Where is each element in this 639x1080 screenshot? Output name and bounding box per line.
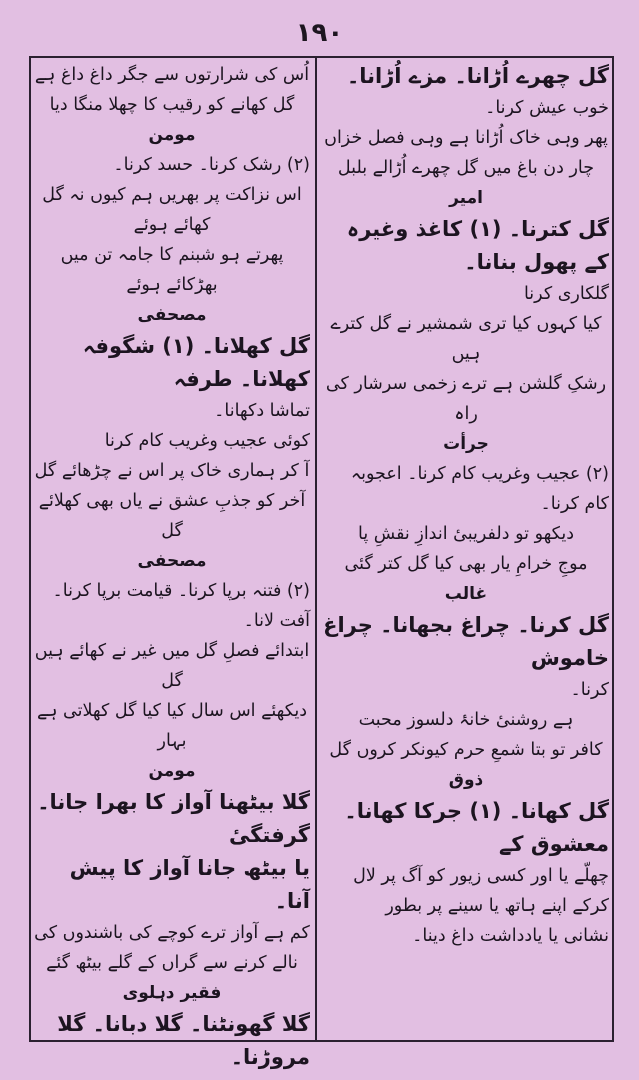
verse-line: آ کر ہماری خاک پر اس نے چڑھائے گل xyxy=(34,461,310,481)
column-divider xyxy=(315,56,317,1042)
verse-line: نالے کرنے سے گراں کے گلے بیٹھ گئے xyxy=(46,953,298,973)
definition-line: آفت لانا۔ xyxy=(243,611,310,631)
top-rule xyxy=(30,56,614,58)
page-number: ۱۹۰ xyxy=(295,18,344,48)
verse-line: کیا کہوں کیا تری شمشیر نے گل کترے ہیں xyxy=(330,314,602,364)
verse-line: رشکِ گلشن ہے ترے زخمی سرشار کی راہ xyxy=(325,374,607,424)
verse-line: کم ہے آواز ترے کوچے کی باشندوں کی xyxy=(34,923,310,943)
right-column xyxy=(323,60,609,1020)
verse-line: کافر تو بتا شمعِ حرم کیونکر کروں گل xyxy=(329,740,603,760)
definition-line: (۲) رشک کرنا۔ حسد کرنا۔ xyxy=(113,155,310,175)
verse-line: پھر وہی خاک اُڑانا ہے وہی فصل خزاں xyxy=(324,128,608,148)
verse-line: پھرتے ہو شبنم کا جامہ تن میں بھڑکائے ہوئے xyxy=(60,245,284,295)
poet-name: مصحفی xyxy=(137,551,207,571)
headword-line: گل کترنا۔ (۱) کاغذ وغیرہ کے پھول بنانا۔ xyxy=(346,217,609,274)
definition-line: کرکے اپنے ہاتھ یا سینے پر بطور xyxy=(385,896,609,916)
poet-name: غالب xyxy=(444,584,488,604)
verse-line: دیکھئے اس سال کیا کیا گل کھلاتی ہے بہار xyxy=(36,701,308,751)
poet-name: فقیر دہلوی xyxy=(122,983,222,1003)
poet-name: مومن xyxy=(148,125,196,145)
verse-line: گل کھانے کو رقیب کا چھلا منگا دیا xyxy=(49,95,295,115)
definition-line: کوئی عجیب وغریب کام کرنا xyxy=(104,431,310,451)
verse-line: اس نزاکت پر بھریں ہم کیوں نہ گل کھائے ہوئے xyxy=(42,185,302,235)
definition-line: گلکاری کرنا xyxy=(523,284,609,304)
headword-line: گل چھرے اُڑانا۔ مزے اُڑانا۔ xyxy=(346,64,609,88)
headword-line: یا بیٹھ جانا آواز کا پیش آنا۔ xyxy=(69,856,310,913)
definition-line: چھلّے یا اور کسی زیور کو آگ پر لال xyxy=(353,866,609,886)
right-border xyxy=(612,56,614,1042)
left-column xyxy=(34,60,310,1069)
headword-line: گل کھانا۔ (۱) جرکا کھانا۔ معشوق کے xyxy=(344,799,609,856)
poet-name: امیر xyxy=(449,188,483,208)
definition-line: (۲) فتنہ برپا کرنا۔ قیامت برپا کرنا۔ xyxy=(52,581,310,601)
definition-line: خوب عیش کرنا۔ xyxy=(485,98,609,118)
headword-line: گل کرنا۔ چراغ بجھانا۔ چراغ خاموش xyxy=(323,613,609,670)
verse-line: ہے روشنیٔ خانۂ دلسوز محبت xyxy=(358,710,574,730)
headword-line: گلا گھونٹنا۔ گلا دبانا۔ گلا مروڑنا۔ xyxy=(57,1012,310,1069)
verse-line: موجِ خرامِ یار بھی کیا گل کتر گئی xyxy=(344,554,588,574)
definition-line: کام کرنا۔ xyxy=(540,494,609,514)
headword-line: گل کھلانا۔ (۱) شگوفہ کھلانا۔ طرفہ xyxy=(82,334,310,391)
definition-line: تماشا دکھانا۔ xyxy=(214,401,310,421)
definition-line: کرنا۔ xyxy=(570,680,609,700)
poet-name: ذوق xyxy=(448,770,484,790)
poet-name: جرأت xyxy=(443,434,489,454)
definition-line: نشانی یا یادداشت داغ دینا۔ xyxy=(412,926,609,946)
headword-line: گلا بیٹھنا آواز کا بھرا جانا۔ گرفتگیٔ xyxy=(37,790,310,847)
verse-line: ابتدائے فصلِ گل میں غیر نے کھائے ہیں گل xyxy=(34,641,310,691)
definition-line: (۲) عجیب وغریب کام کرنا۔ اعجوبہ xyxy=(350,464,609,484)
left-border xyxy=(29,56,31,1042)
verse-line: دیکھو تو دلفریبیٔ اندازِ نقشِ پا xyxy=(358,524,574,544)
verse-line: چار دن باغ میں گل چھرے اُڑالے بلبل xyxy=(337,158,595,178)
verse-line: آخر کو جذبِ عشق نے یاں بھی کھلائے گل xyxy=(38,491,306,541)
verse-line: اُس کی شرارتوں سے جگر داغ داغ ہے xyxy=(34,65,310,85)
poet-name: مصحفی xyxy=(137,305,207,325)
poet-name: مومن xyxy=(148,761,196,781)
